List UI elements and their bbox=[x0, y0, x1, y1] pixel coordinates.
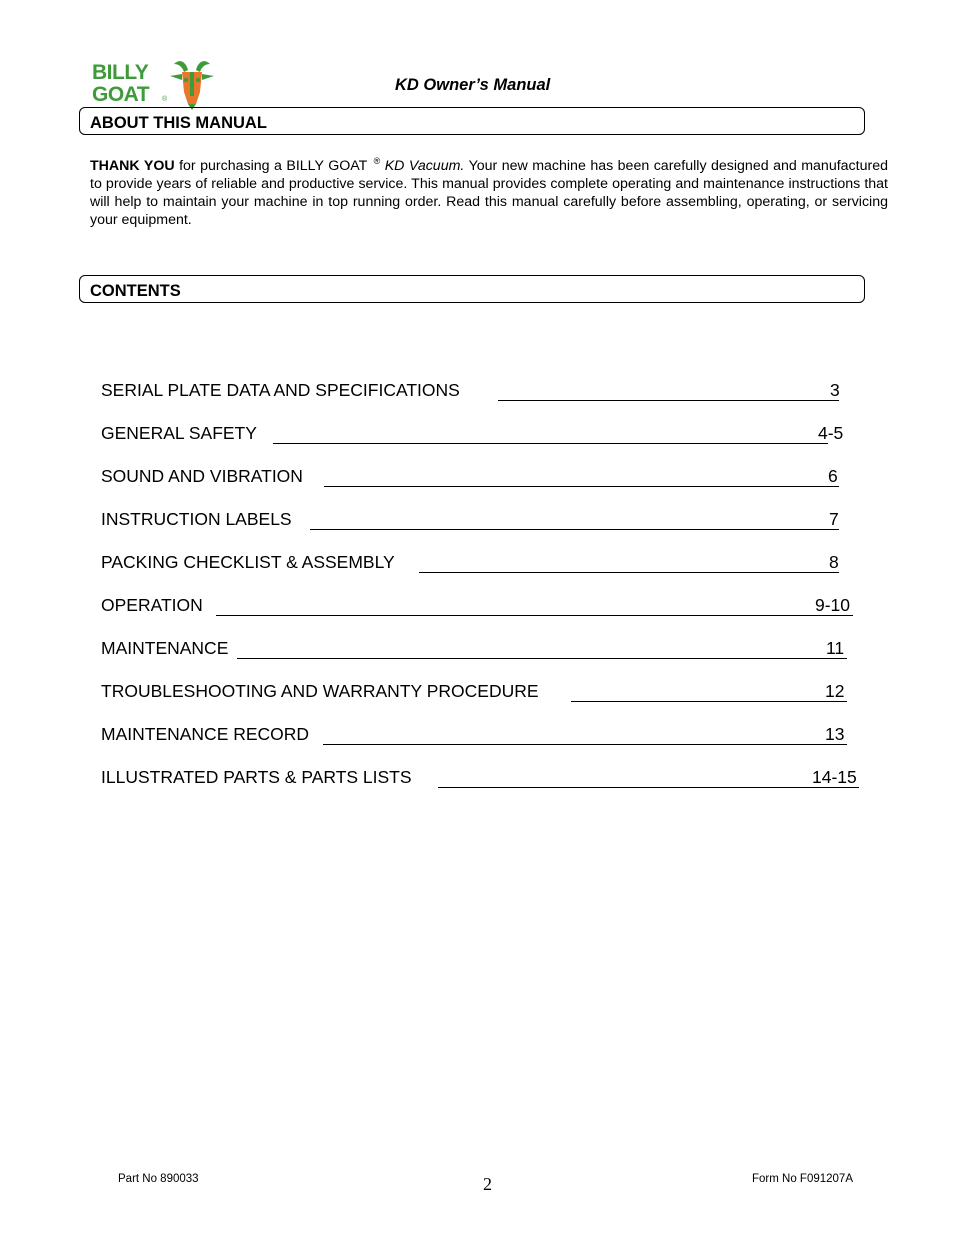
toc-entry-page: 9-10 bbox=[815, 595, 851, 615]
toc-entry-page: 12 bbox=[825, 681, 845, 701]
toc-entry-label: MAINTENANCE RECORD bbox=[101, 724, 310, 744]
logo-text-goat: GOAT bbox=[92, 83, 150, 106]
thank-you-text: THANK YOU bbox=[90, 158, 175, 174]
goat-head-icon bbox=[166, 58, 218, 110]
toc-entry-label: PACKING CHECKLIST & ASSEMBLY bbox=[101, 552, 395, 572]
intro-text-b: Your new machine has been carefully designed and manufactured to provide years of reliable and productive service. This manual provides complete operating and maintenance instructions that will help to maintain your machine in top running order. Read this manual carefully before assembling, operating, or servicing your equipment. bbox=[90, 158, 888, 228]
toc-entry-page: 3 bbox=[830, 380, 840, 400]
contents-heading: CONTENTS bbox=[90, 282, 181, 300]
toc-leader-line bbox=[273, 443, 828, 444]
toc-leader-line bbox=[216, 615, 853, 616]
about-paragraph bbox=[90, 152, 888, 229]
toc-entry-label: SOUND AND VIBRATION bbox=[101, 466, 303, 486]
toc-leader-line bbox=[498, 400, 839, 401]
toc-entry-label: MAINTENANCE bbox=[101, 638, 229, 658]
toc-leader-line bbox=[571, 701, 847, 702]
toc-entry-page: 13 bbox=[825, 724, 845, 744]
toc-entry-page: 11 bbox=[826, 638, 845, 658]
toc-entry-label: SERIAL PLATE DATA AND SPECIFICATIONS bbox=[101, 380, 460, 400]
toc-entry-page: 14-15 bbox=[812, 767, 857, 787]
logo-text-billy: BILLY bbox=[92, 61, 149, 84]
toc-leader-line bbox=[310, 529, 839, 530]
toc-leader-line bbox=[323, 744, 847, 745]
product-name: KD Vacuum. bbox=[380, 158, 465, 174]
intro-text-a: for purchasing a BILLY GOAT bbox=[174, 158, 372, 174]
toc-leader-line bbox=[237, 658, 847, 659]
toc-leader-line bbox=[438, 787, 859, 788]
toc-leader-line bbox=[419, 572, 839, 573]
toc-leader-line bbox=[324, 486, 839, 487]
registered-mark: ® bbox=[373, 156, 381, 166]
page-number: 2 bbox=[483, 1174, 492, 1194]
toc-entry-page: 6 bbox=[828, 466, 838, 486]
about-heading: ABOUT THIS MANUAL bbox=[90, 114, 267, 132]
toc-entry-page: 8 bbox=[829, 552, 839, 572]
document-title: KD Owner’s Manual bbox=[395, 76, 551, 94]
toc-entry-page: 7 bbox=[829, 509, 839, 529]
logo-registered-mark: ® bbox=[162, 96, 168, 103]
toc-entry-label: TROUBLESHOOTING AND WARRANTY PROCEDURE bbox=[101, 681, 539, 701]
form-number: Form No F091207A bbox=[752, 1173, 853, 1185]
contents-section-header bbox=[79, 275, 865, 303]
part-number: Part No 890033 bbox=[118, 1173, 199, 1185]
about-section-header bbox=[79, 107, 865, 135]
toc-entry-label: GENERAL SAFETY bbox=[101, 423, 257, 443]
toc-entry-label: INSTRUCTION LABELS bbox=[101, 509, 292, 529]
toc-entry-label: OPERATION bbox=[101, 595, 203, 615]
toc-entry-label: ILLUSTRATED PARTS & PARTS LISTS bbox=[101, 767, 412, 787]
toc-entry-page: 4-5 bbox=[818, 423, 844, 443]
billy-goat-logo bbox=[92, 58, 218, 110]
